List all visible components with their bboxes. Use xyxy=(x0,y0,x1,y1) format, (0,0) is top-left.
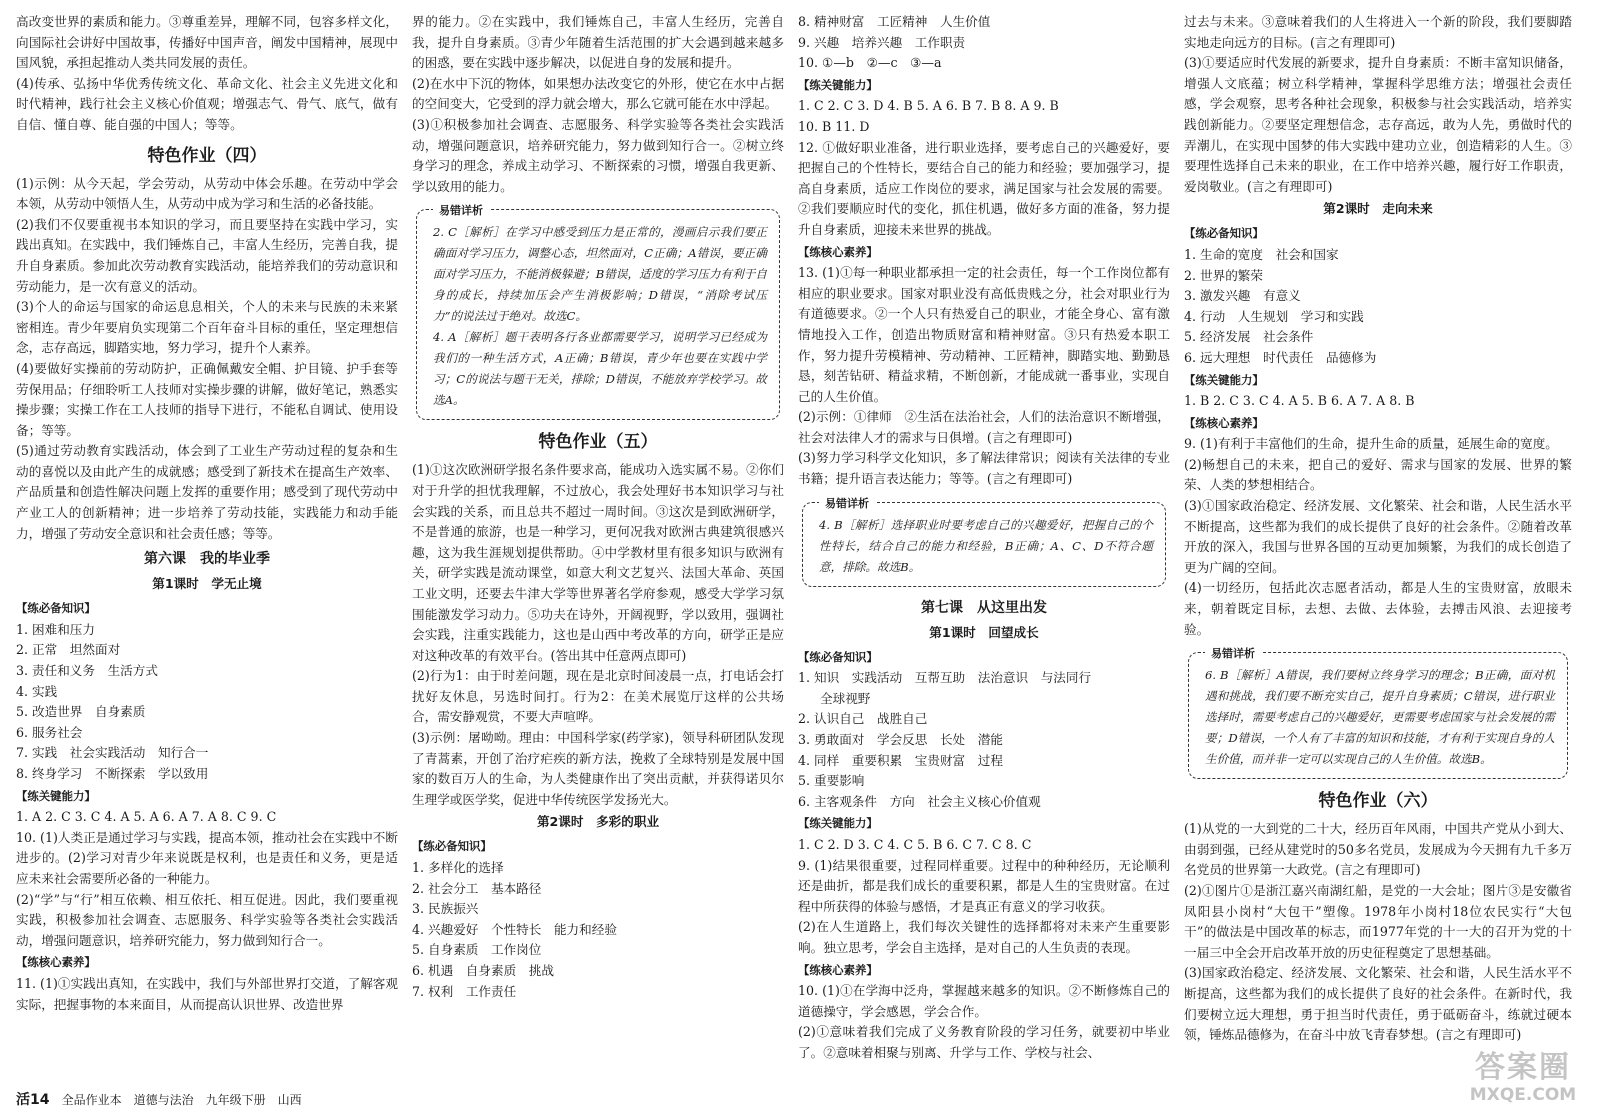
period-heading: 第1课时 回望成长 xyxy=(929,624,1039,640)
answer-item: 13. (1)①每一种职业都承担一定的社会责任，每一个工作岗位都有相应的职业要求。国家对职业没有高低贵贱之分，社会对职业行为有道德要求。②一个人只有热爱自己的职业，才能全身心、富有激情地投入工作，创造出物质财富和精神财富。③只有热爱本职工作，努力提升劳模精神、劳动精神、工匠精神，脚踏实地、勤勤恳恳，刻苦钻研、精益求精，不断创新，才能成就一番事业，实现自己的人生价值。 xyxy=(798,265,1170,404)
analysis-item: 6. B［解析］A错误，我们要树立终身学习的理念；B正确，面对机遇和挑战，我们要不断充实自己，提升自身素质；C错误，进行职业选择时，需要考虑自己的兴趣爱好，更需要考虑国家与社会发展的需要；D错误，一个人有了丰富的知识和技能，才有利于实现自身的人生价值，而并非一定可以实现自己的人生价值。故选B。 xyxy=(1205,668,1555,767)
section-label: 【练必备知识】 xyxy=(412,839,492,854)
answer-item: 10. B 11. D xyxy=(798,118,870,134)
section-label: 【练核心素养】 xyxy=(1184,415,1264,430)
section-label: 【练关键能力】 xyxy=(798,816,878,831)
lesson-heading: 第七课 从这里出发 xyxy=(921,599,1047,616)
answer-item: (3)努力学习科学文化知识，多了解法律常识；阅读有关法律的专业书籍；提升语言表达能力；等等。(言之有理即可) xyxy=(798,450,1170,487)
paragraph: (3)①要适应时代发展的新要求，提升自身素质：不断丰富知识储备，增强人文底蕴；树立科学精神，掌握科学思维方法；增强社会责任感，学会观察，思考各种社会现象，积极参与社会实践活动，培养实践创新能力。②要坚定理想信念，志存高远，敢为人先，勇做时代的弄潮儿，在实现中国梦的伟大实践中建功立业，创造精彩的人生。③要理性选择自己未来的职业，在工作中培养兴趣，履行好工作职责，爱岗敬业。(言之有理即可) xyxy=(1184,55,1572,194)
answer-item: (3)①国家政治稳定、经济发展、文化繁荣、社会和谐，人民生活水平不断提高，这些都为我们的成长提供了良好的社会条件。②随着改革开放的深入，我国与世界各国的互动更加频繁，为我们的成长创造了更为广阔的空间。 xyxy=(1184,498,1572,575)
lesson-heading: 第六课 我的毕业季 xyxy=(144,551,270,568)
answer-item: 6. 服务社会 xyxy=(16,724,83,740)
answer-item: 6. 机遇 自身素质 挑战 xyxy=(412,963,554,978)
answer-item: 4. 同样 重要积累 宝贵财富 过程 xyxy=(798,752,1003,768)
error-analysis-tag: 易错详析 xyxy=(819,493,875,514)
answer-item: 1. C 2. C 3. D 4. B 5. A 6. B 7. B 8. A 9. B xyxy=(798,98,1059,114)
answer-item: 4. 兴趣爱好 个性特长 能力和经验 xyxy=(412,921,617,937)
answer-item: 8. 精神财富 工匠精神 人生价值 xyxy=(798,14,991,29)
answer-item: 9. (1)结果很重要，过程同样重要。过程中的种种经历，无论顺利还是曲折，都是我们成长的重要积累，都是人生的宝贵财富。在过程中所获得的体验与感悟，才是真正有意义的学习收获。 xyxy=(798,857,1170,914)
answer-item: 9. (1)有利于丰富他们的生命，提升生命的质量，延展生命的宽度。 xyxy=(1184,436,1558,452)
answer-item: 3. 激发兴趣 有意义 xyxy=(1184,288,1301,304)
paragraph: (3)国家政治稳定、经济发展、文化繁荣、社会和谐，人民生活水平不断提高，这些都为我们的成长提供了良好的社会条件。在新时代，我们要树立远大理想，勇于担当时代责任，勇于砥砺奋斗，练就过硬本领，锤炼品德修为，在奋斗中放飞青春梦想。(言之有理即可) xyxy=(1184,965,1572,1043)
paragraph: (4)要做好实操前的劳动防护，正确佩戴安全帽、护目镜、护手套等劳保用品；仔细聆听工人技师对实操步骤的讲解，做好笔记，熟悉实操步骤；实操工作在工人技师的指导下进行，不能私自调试、使用设备；等等。 xyxy=(16,360,398,438)
paragraph: (1)示例：从今天起，学会劳动，从劳动中体会乐趣。在劳动中学会本领，从劳动中领悟人生，从劳动中成为学习和生活的必备技能。 xyxy=(16,175,398,212)
paragraph: (2)我们不仅要重视书本知识的学习，而且要坚持在实践中学习，实践出真知。在实践中，我们锤炼自己，丰富人生经历，完善自我，提升自身素质。参加此次劳动教育实践活动，能培养我们的劳动意识和劳动能力，是一次有意义的活动。 xyxy=(16,216,398,294)
watermark-url: MXQE.COM xyxy=(1469,1085,1577,1105)
answer-item: 1. 多样化的选择 xyxy=(412,860,504,876)
error-analysis-box xyxy=(416,204,780,420)
answer-item: 5. 经济发展 社会条件 xyxy=(1184,329,1314,345)
section-label: 【练核心素养】 xyxy=(16,955,96,970)
answer-item: 1. 生命的宽度 社会和国家 xyxy=(1184,246,1339,262)
answer-item: 9. 兴趣 培养兴趣 工作职责 xyxy=(798,34,966,50)
period-heading: 第2课时 多彩的职业 xyxy=(536,814,660,830)
section-label: 【练关键能力】 xyxy=(798,77,878,92)
section-label: 【练必备知识】 xyxy=(16,601,96,616)
answer-item: 7. 实践 社会实践活动 知行合一 xyxy=(16,745,209,761)
paragraph: (5)通过劳动教育实践活动，体会到了工业生产劳动过程的复杂和生动的喜悦以及由此产生的成就感；感受到了新技术在提高生产效率、产品质量和创造性解决问题上发挥的重要作用；感受到了现代劳动中产业工人的创新精神；进一步培养了劳动技能，实践能力和动手能力，增强了劳动安全意识和社会责任感；等等。 xyxy=(16,443,398,541)
error-analysis-box xyxy=(802,496,1166,587)
answer-item: 3. 勇敢面对 学会反思 长处 潜能 xyxy=(798,732,1003,748)
answer-item: (2)在人生道路上，我们每次关键性的选择都将对未来产生重要影响。独立思考，学会自主选择，是对自己的人生负责的表现。 xyxy=(798,919,1170,955)
answer-item: 全球视野 xyxy=(820,690,871,706)
answer-item: 5. 重要影响 xyxy=(798,773,865,789)
section-label: 【练关键能力】 xyxy=(1184,372,1264,387)
answer-item: (2)“学”与“行”相互依赖、相互依托、相互促进。因此，我们要重视实践，积极参加社会调查、志愿服务、科学实验等各类社会实践活动，增强问题意识，培养研究能力，努力做到知行合一。 xyxy=(16,891,398,948)
answer-item: 10. (1)①在学海中泛舟，掌握越来越多的知识。②不断修炼自己的道德操守，学会感恩，学会合作。 xyxy=(798,983,1170,1019)
answer-item: 6. 主客观条件 方向 社会主义核心价值观 xyxy=(798,793,1041,809)
page-number: 活14 xyxy=(16,1092,50,1108)
period-heading: 第1课时 学无止境 xyxy=(152,576,262,592)
paragraph: (2)行为1：由于时差问题，现在是北京时间凌晨一点，打电话会打扰好友休息，另选时间打。行为2：在美术展览厅这样的公共场合，需安静观赏，不要大声喧哗。 xyxy=(412,668,784,725)
analysis-item: 4. A［解析］题干表明各行各业都需要学习，说明学习已经成为我们的一种生活方式，A正确；B错误，青少年也要在实践中学习；C的说法与题干无关，排除；D错误，不能放弃学校学习。故选A。 xyxy=(433,330,767,408)
section-heading: 特色作业（四） xyxy=(147,145,267,166)
answer-item: 1. A 2. C 3. C 4. A 5. A 6. A 7. A 8. C 9. C xyxy=(16,809,277,825)
paragraph: (3)①积极参加社会调查、志愿服务、科学实验等各类社会实践活动，增强问题意识，培养研究能力，努力做到知行合一。②树立终身学习的理念，养成主动学习、不断探索的习惯，增强自我更新、学以致用的能力。 xyxy=(412,116,784,194)
answer-item: 11. (1)①实践出真知，在实践中，我们与外部世界打交道，了解客观实际，把握事物的本来面目，从而提高认识世界、改造世界 xyxy=(16,975,398,1012)
answer-item: 2. 世界的繁荣 xyxy=(1184,267,1263,283)
answer-item: 3. 民族振兴 xyxy=(412,901,479,917)
answer-item: 3. 责任和义务 生活方式 xyxy=(16,663,158,679)
section-label: 【练核心素养】 xyxy=(798,244,878,259)
book-info: 全品作业本 道德与法治 九年级下册 山西 xyxy=(61,1093,302,1107)
section-label: 【练必备知识】 xyxy=(798,649,878,664)
answer-item: 2. 社会分工 基本路径 xyxy=(412,880,542,896)
period-heading: 第2课时 走向未来 xyxy=(1323,201,1433,217)
page-footer xyxy=(16,1089,302,1109)
paragraph: 界的能力。②在实践中，我们锤炼自己，丰富人生经历，完善自我，提升自身素质。③青少年随着生活范围的扩大会遇到越来越多的困惑，要在实践中逐步解决，以促进自身的发展和提升。 xyxy=(412,14,784,71)
paragraph: (1)从党的一大到党的二十大，经历百年风雨，中国共产党从小到大、由弱到强，已经从建党时的50多名党员，发展成为今天拥有九千多万名党员的世界第一大政党。(言之有理即可) xyxy=(1184,821,1572,878)
column-1 xyxy=(16,12,398,1082)
paragraph: (1)①这次欧洲研学报名条件要求高，能成功入选实属不易。②你们对于升学的担忧我理解，不过放心，我会处理好书本知识学习与社会实践的关系，而且总共不超过一周时间。③这次是到欧洲研学，不是普通的旅游，也是一种学习，更何况我对欧洲古典建筑很感兴趣，这为我生涯规划提供帮助。④中学教材里有很多知识与欧洲有关，研学实践是流动课堂，如意大利文艺复兴、法国大革命、英国工业文明，还要去牛津大学等世界著名学府参观，感受大学学习氛围能激发学习动力。⑤功夫在诗外，开阔视野，学以致用，强调社会实践，注重实践能力，这也是山西中考改革的方向，研学正是应对这种改革的有效平台。(答出其中任意两点即可) xyxy=(412,462,784,663)
answer-item: 12. ①做好职业准备，进行职业选择，要考虑自己的兴趣爱好，要把握自己的个性特长，要结合自己的能力和经验；要加强学习，提高自身素质，适应工作岗位的要求，满足国家与社会发展的需要。②我们要顺应时代的变化，抓住机遇，做好多方面的准备，努力提升自身素质，迎接未来世界的挑战。 xyxy=(798,139,1170,237)
paragraph: (3)个人的命运与国家的命运息息相关，个人的未来与民族的未来紧密相连。青少年要肩负实现第二个百年奋斗目标的重任，坚定理想信念，志存高远，脚踏实地，努力学习，提升个人素养。 xyxy=(16,299,398,356)
answer-item: 10. (1)人类正是通过学习与实践，提高本领，推动社会在实践中不断进步的。(2)学习对青少年来说既是权利，也是责任和义务，更是适应未来社会需要所必备的一种能力。 xyxy=(16,829,398,886)
answer-item: 1. 知识 实践活动 互帮互助 法治意识 与法同行 xyxy=(798,670,1092,686)
answer-item: 6. 远大理想 时代责任 品德修为 xyxy=(1184,349,1377,365)
paragraph: (2)在水中下沉的物体，如果想办法改变它的外形，使它在水中占据的空间变大，它受到的浮力就会增大，那么它就可能在水中浮起。 xyxy=(412,75,784,112)
analysis-item: 2. C［解析］在学习中感受到压力是正常的，漫画启示我们要正确面对学习压力，调整心态，坦然面对，C正确；A错误，要正确面对学习压力，不能消极躲避；B错误，适度的学习压力有利于自身的成长，持续加压会产生消极影响；D错误，“消除考试压力”的说法过于绝对。故选C。 xyxy=(433,225,767,324)
section-label: 【练关键能力】 xyxy=(16,788,96,803)
section-label: 【练必备知识】 xyxy=(1184,226,1264,241)
paragraph: (3)示例：屠呦呦。理由：中国科学家(药学家)，领导科研团队发现了青蒿素，开创了治疗疟疾的新方法，挽救了全球特别是发展中国家的数百万人的生命，为人类健康作出了突出贡献，并获得诺贝尔生理学或医学奖，促进中华传统医学发扬光大。 xyxy=(412,730,784,807)
answer-item: 4. 行动 人生规划 学习和实践 xyxy=(1184,308,1364,324)
answer-item: (2)示例：①律师 ②生活在法治社会，人们的法治意识不断增强，社会对法律人才的需求与日俱增。(言之有理即可) xyxy=(798,409,1170,445)
error-analysis-box xyxy=(1188,647,1568,779)
paragraph: (4)传承、弘扬中华优秀传统文化、革命文化、社会主义先进文化和时代精神，践行社会主义核心价值观；增强志气、骨气、底气，做有自信、懂自尊、能自强的中国人；等等。 xyxy=(16,75,398,132)
answer-item: 2. 正常 坦然面对 xyxy=(16,642,121,658)
error-analysis-tag: 易错详析 xyxy=(1205,643,1261,664)
watermark-text: 答案圈 xyxy=(1475,1050,1571,1085)
answer-item: 2. 认识自己 战胜自己 xyxy=(798,711,928,727)
paragraph: 过去与未来。③意味着我们的人生将进入一个新的阶段，我们要脚踏实地走向远方的目标。(言之有理即可) xyxy=(1184,14,1572,50)
column-3 xyxy=(798,12,1170,1082)
answer-item: 7. 权利 工作责任 xyxy=(412,983,517,999)
watermark-logo xyxy=(1468,1050,1578,1106)
answer-item: 10. ①—b ②—c ③—a xyxy=(798,55,942,71)
section-heading: 特色作业（五） xyxy=(538,432,658,453)
paragraph: 高改变世界的素质和能力。③尊重差异，理解不同，包容多样文化，向国际社会讲好中国故事，传播好中国声音，阐发中国精神，展现中国风貌，承担起推动人类共同发展的责任。 xyxy=(16,14,398,71)
answer-item: 4. 实践 xyxy=(16,683,58,699)
column-2 xyxy=(412,12,784,1082)
error-analysis-tag: 易错详析 xyxy=(433,200,489,221)
answer-item: 1. B 2. C 3. C 4. A 5. B 6. A 7. A 8. B xyxy=(1184,393,1415,409)
column-4 xyxy=(1184,12,1572,1082)
answer-item: 1. C 2. D 3. C 4. C 5. B 6. C 7. C 8. C xyxy=(798,837,1032,852)
answer-item: 5. 自身素质 工作岗位 xyxy=(412,942,542,958)
analysis-item: 4. B［解析］选择职业时要考虑自己的兴趣爱好，把握自己的个性特长，结合自己的能力和经验，B正确；A、C、D不符合题意，排除。故选B。 xyxy=(819,517,1153,574)
paragraph: (2)①图片①是浙江嘉兴南湖红船，是党的一大会址；图片③是安徽省凤阳县小岗村“大包干”塑像。1978年小岗村18位农民实行“大包干”的做法是中国改革的标志，而1977年党的十一大的召开为党的十一届三中全会开启改革开放的历史征程奠定了思想基础。 xyxy=(1184,883,1572,960)
section-heading: 特色作业（六） xyxy=(1318,791,1438,812)
answer-item: (4)一切经历，包括此次志愿者活动，都是人生的宝贵财富，放眼未来，朝着既定目标，去想、去做、去体验，去搏击风浪、去迎接考验。 xyxy=(1184,580,1572,637)
answer-item: 1. 困难和压力 xyxy=(16,621,95,637)
answer-item: 8. 终身学习 不断探索 学以致用 xyxy=(16,766,209,781)
answer-item: 5. 改造世界 自身素质 xyxy=(16,704,146,720)
answer-item: (2)畅想自己的未来，把自己的爱好、需求与国家的发展、世界的繁荣、人类的梦想相结合。 xyxy=(1184,456,1572,493)
section-label: 【练核心素养】 xyxy=(798,962,878,977)
answer-item: (2)①意味着我们完成了义务教育阶段的学习任务，就要初中毕业了。②意味着相聚与别离、升学与工作、学校与社会、 xyxy=(798,1024,1170,1060)
